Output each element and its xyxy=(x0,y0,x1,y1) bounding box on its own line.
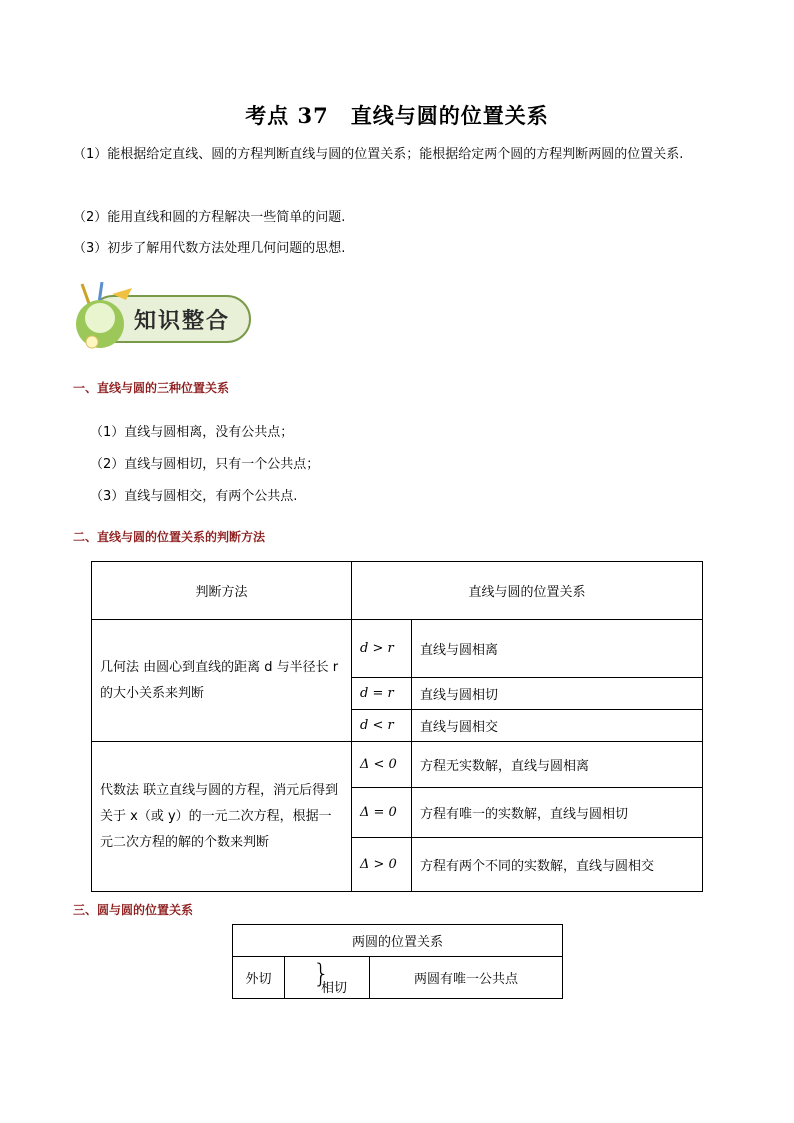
alg-cond-2: Δ = 0 xyxy=(352,788,412,838)
section-1-item-3: （3）直线与圆相交，有两个公共点. xyxy=(90,489,298,504)
knowledge-badge xyxy=(72,282,254,352)
objective-3: （3）初步了解用代数方法处理几何问题的思想. xyxy=(73,241,346,256)
header-method: 判断方法 xyxy=(92,562,352,620)
tangent-group-cell xyxy=(285,957,370,999)
alg-result-1: 方程无实数解，直线与圆相离 xyxy=(412,742,703,788)
section-1-item-1: （1）直线与圆相离，没有公共点； xyxy=(90,425,294,440)
objective-2: （2）能用直线和圆的方程解决一些简单的问题. xyxy=(73,210,346,225)
geo-result-3: 直线与圆相交 xyxy=(412,710,703,742)
geo-cond-2: d = r xyxy=(352,678,412,710)
external-tangent-label: 外切 xyxy=(233,957,285,999)
alg-result-2: 方程有唯一的实数解，直线与圆相切 xyxy=(412,788,703,838)
section-2-heading: 二、直线与圆的位置关系的判断方法 xyxy=(73,530,266,544)
algebraic-method: 代数法 联立直线与圆的方程，消元后得到关于 x（或 y）的一元二次方程，根据一元二次方程的解的个数来判断 xyxy=(92,742,352,892)
brace-icon: } xyxy=(313,959,330,989)
alg-result-3: 方程有两个不同的实数解，直线与圆相交 xyxy=(412,838,703,892)
badge-label: 知识整合 xyxy=(134,309,231,334)
section-1-item-2: （2）直线与圆相切，只有一个公共点； xyxy=(90,457,320,472)
tangent-group-label: 相切 xyxy=(321,981,348,996)
alg-cond-1: Δ < 0 xyxy=(352,742,412,788)
geometric-method: 几何法 由圆心到直线的距离 d 与半径长 r 的大小关系来判断 xyxy=(92,620,352,742)
geo-result-2: 直线与圆相切 xyxy=(412,678,703,710)
circle-relation-table xyxy=(232,924,563,999)
circle-table-header: 两圆的位置关系 xyxy=(233,925,563,957)
judgment-table xyxy=(91,561,703,892)
alg-cond-3: Δ > 0 xyxy=(352,838,412,892)
section-3-heading: 三、圆与圆的位置关系 xyxy=(73,903,194,917)
geo-cond-3: d < r xyxy=(352,710,412,742)
geo-cond-1: d > r xyxy=(352,620,412,678)
objective-1: （1）能根据给定直线、圆的方程判断直线与圆的位置关系；能根据给定两个圆的方程判断两圆的位置关系. xyxy=(73,147,684,162)
tangent-description: 两圆有唯一公共点 xyxy=(370,957,563,999)
section-1-heading: 一、直线与圆的三种位置关系 xyxy=(73,381,230,395)
page-title: 考点 37 直线与圆的位置关系 xyxy=(245,103,549,128)
geo-result-1: 直线与圆相离 xyxy=(412,620,703,678)
header-relation: 直线与圆的位置关系 xyxy=(352,562,703,620)
